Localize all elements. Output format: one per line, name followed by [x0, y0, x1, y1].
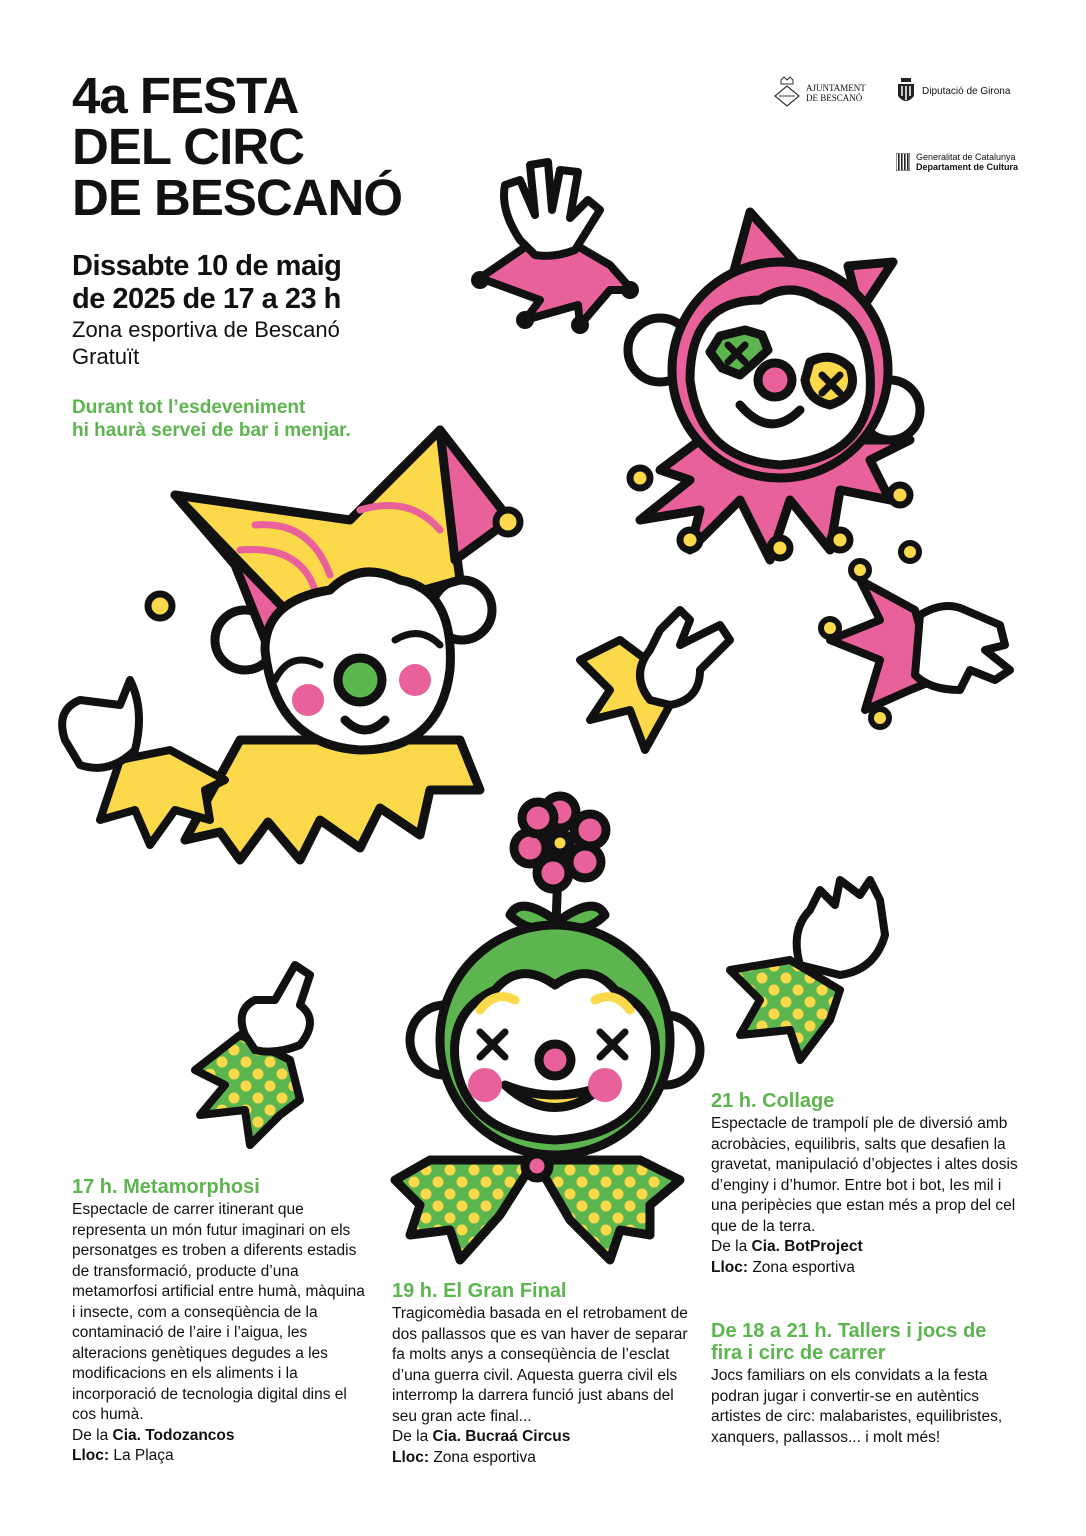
date-line: Dissabte 10 de maig [72, 250, 342, 282]
program-description: Espectacle de trampolí ple de diversió amb acrobàcies, equilibris, salts que desafien la gravetat, manipulació d’objectes i altes dosis d’enginy i d’humor. Entre bot i bot, les mil i una peripècies que estan més a prop del cel que de la terra. [711, 1115, 1018, 1235]
jester-clown [175, 430, 510, 860]
ajuntament-line: AJUNTAMENT [806, 83, 866, 93]
venue-text: Zona esportiva de Bescanó [72, 317, 340, 342]
program-company: De la Cia. BotProject [711, 1238, 863, 1255]
program-description: Jocs familiars on els convidats a la festa podran jugar i convertir-se en autèntics artistes de circ: malabaristes, equilibristes, xanquers, pallassos... i molt més! [711, 1367, 1003, 1446]
title-line: 4a FESTA [72, 67, 299, 124]
program-title: 17 h. Metamorphosi [72, 1176, 260, 1198]
bar-note-line: Durant tot l’esdeveniment [72, 397, 306, 418]
program-place: Lloc: Zona esportiva [711, 1258, 855, 1276]
program-title: 19 h. El Gran Final [392, 1280, 567, 1302]
date-line: de 2025 de 17 a 23 h [72, 283, 341, 315]
bar-note-line: hi haurà servei de bar i menjar. [72, 420, 351, 441]
program-company: De la Cia. Todozancos [72, 1426, 235, 1444]
waving-hand-top [480, 162, 632, 325]
pointing-hand-left [195, 965, 310, 1145]
program-description: Tragicomèdia basada en el retrobament de dos pallassos que es van haver de separar fa molts anys a conseqüència de l’esclat d’una guerra civil. Aquesta guerra civil els interromp la darrera funció just abans del seu gran acte final... [392, 1305, 688, 1425]
program-title: 21 h. Collage [711, 1090, 835, 1112]
program-item-collage [711, 1090, 1021, 1278]
price-text: Gratuït [72, 344, 140, 369]
program-company: De la Cia. Bucraá Circus [392, 1428, 571, 1445]
fist-hand-left [62, 680, 225, 845]
program-place: Lloc: Zona esportiva [392, 1448, 536, 1466]
peace-hand-middle [580, 610, 730, 750]
ajuntament-line: DE BESCANÓ [806, 93, 863, 103]
title-line: DE BESCANÓ [72, 169, 403, 226]
program-item-el-gran-final [392, 1280, 692, 1468]
program-place: Lloc: La Plaça [72, 1447, 174, 1464]
diputacio-name: Diputació de Girona [922, 86, 1011, 97]
flower-clown [395, 796, 700, 1260]
program-item-tallers [711, 1320, 1021, 1448]
waving-hand-bottom-right [730, 880, 885, 1060]
program-item-metamorphosi [72, 1176, 372, 1467]
generalitat-line: Generalitat de Catalunya [916, 152, 1016, 162]
title-line: DEL CIRC [72, 118, 304, 175]
waving-hand-right [830, 580, 1010, 710]
spiky-clown [628, 212, 920, 560]
program-description: Espectacle de carrer itinerant que representa un món futur imaginari on els personatges es troben a diferents estadis de transformació, producte d’una metamorfosi artificial entre humà, màquina i insecte, com a conseqüència de la contaminació de l’aire i l’aigua, les alteracions genètiques degudes a les modificacions en els aliments i la incorporació de tecnologia digital dins el cos humà. [72, 1201, 365, 1423]
generalitat-line: Departament de Cultura [916, 162, 1019, 172]
program-title: De 18 a 21 h. Tallers i jocs de fira i circ de carrer [711, 1320, 987, 1364]
